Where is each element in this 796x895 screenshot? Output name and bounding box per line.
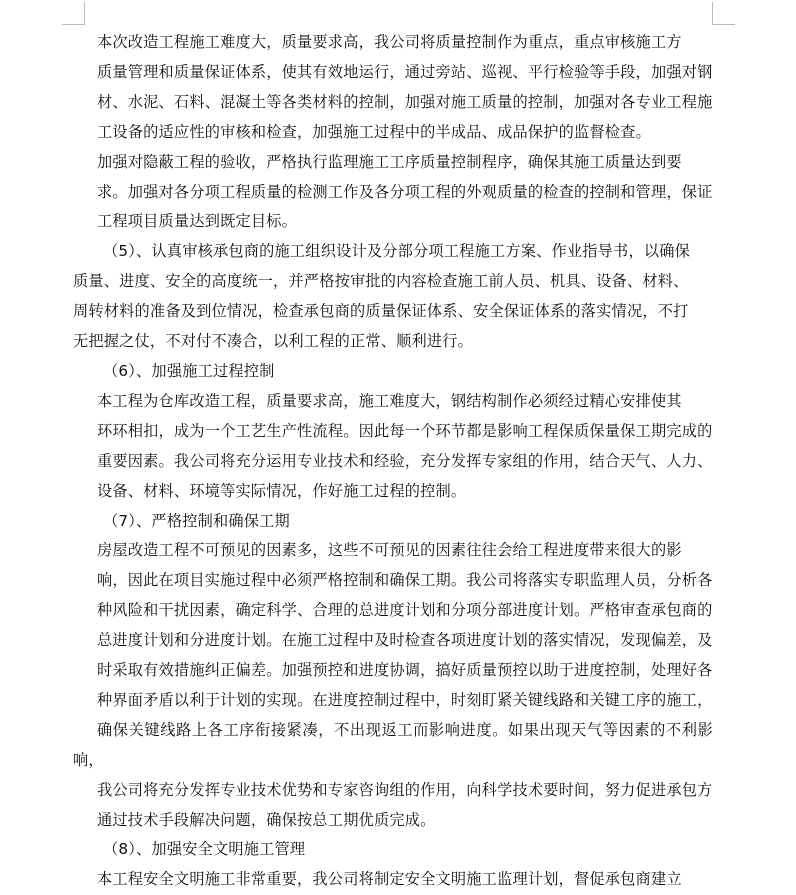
text-line: 本次改造工程施工难度大，质量要求高，我公司将质量控制作为重点，重点审核施工方 <box>97 33 682 51</box>
text-line: 本工程安全文明施工非常重要，我公司将制定安全文明施工监理计划，督促承包商建立 <box>97 870 682 889</box>
text-line: 本工程为仓库改造工程，质量要求高，施工难度大，钢结构制作必须经过精心安排使其 <box>97 391 682 410</box>
text-line: 无把握之仗，不对付不凑合，以利工程的正常、顺利进行。 <box>73 332 474 351</box>
text-line: 通过技术手段解决问题，确保按总工期优质完成。 <box>97 810 436 829</box>
paragraph-concealed-works <box>73 148 713 238</box>
heading-text: （6）、加强施工过程控制 <box>103 361 275 380</box>
text-line: 重要因素。我公司将充分运用专业技术和经验，充分发挥专家组的作用，结合天气、人力、 <box>97 451 713 470</box>
text-line: 种界面矛盾以利于计划的实现。在进度控制过程中，时刻盯紧关键线路和关键工序的施工， <box>97 690 713 709</box>
heading-text: （7）、严格控制和确保工期 <box>103 511 290 530</box>
text-line: 环环相扣，成为一个工艺生产性流程。因此每一个环节都是影响工程保质保量保工期完成的 <box>97 421 713 440</box>
heading-text: （8）、加强安全文明施工管理 <box>103 840 306 859</box>
text-line: 工设备的适应性的审核和检查，加强施工过程中的半成品、成品保护的监督检查。 <box>97 122 651 141</box>
section-heading-6 <box>73 357 713 387</box>
section-heading-8 <box>73 835 713 865</box>
text-line: （5）、认真审核承包商的施工组织设计及分部分项工程施工方案、作业指导书，以确保 <box>103 242 690 261</box>
paragraph-item-5-continued <box>73 267 713 357</box>
text-line: 周转材料的准备及到位情况，检查承包商的质量保证体系、安全保证体系的落实情况，不打 <box>73 302 689 321</box>
paragraph-item-5 <box>73 237 713 267</box>
text-line: 质量、进度、安全的高度统一，并严格按审批的内容检查施工前人员、机具、设备、材料、 <box>73 272 689 291</box>
document-body <box>73 28 713 895</box>
page-corner-mark-top-left <box>62 2 85 25</box>
text-line: 材、水泥、石料、混凝土等各类材料的控制，加强对施工质量的控制，加强对各专业工程施 <box>97 92 713 111</box>
paragraph-safety-management <box>73 865 713 895</box>
paragraph-process-control <box>73 387 713 507</box>
text-line: 质量管理和质量保证体系，使其有效地运行，通过旁站、巡视、平行检验等手段，加强对钢 <box>97 62 713 81</box>
section-heading-7 <box>73 507 713 537</box>
text-line: 加强对隐蔽工程的验收，严格执行监理施工工序质量控制程序，确保其施工质量达到要 <box>97 152 682 171</box>
paragraph-schedule-control <box>73 536 713 835</box>
text-line: 设备、材料、环境等实际情况，作好施工过程的控制。 <box>97 481 467 500</box>
text-line: 确保关键线路上各工序衔接紧凑，不出现返工而影响进度。如果出现天气等因素的不利影响， <box>73 720 713 769</box>
page-corner-mark-top-right <box>712 2 735 25</box>
text-line: 求。加强对各分项工程质量的检测工作及各分项工程的外观质量的检查的控制和管理，保证 <box>97 182 713 201</box>
text-line: 时采取有效措施纠正偏差。加强预控和进度协调，搞好质量预控以助于进度控制，处理好各 <box>97 661 713 680</box>
text-line: 房屋改造工程不可预见的因素多，这些不可预见的因素往往会给工程进度带来很大的影 <box>97 541 682 560</box>
text-line: 我公司将充分发挥专业技术优势和专家咨询组的作用，向科学技术要时间，努力促进承包方 <box>97 780 713 799</box>
text-line: 种风险和干扰因素，确定科学、合理的总进度计划和分项分部进度计划。严格审查承包商的 <box>97 601 713 620</box>
text-line: 工程项目质量达到既定目标。 <box>97 212 298 231</box>
text-line: 响，因此在项目实施过程中必须严格控制和确保工期。我公司将落实专职监理人员，分析各 <box>97 571 713 590</box>
paragraph-quality-control <box>73 28 713 148</box>
text-line: 总进度计划和分进度计划。在施工过程中及时检查各项进度计划的落实情况，发现偏差，及 <box>97 631 713 650</box>
